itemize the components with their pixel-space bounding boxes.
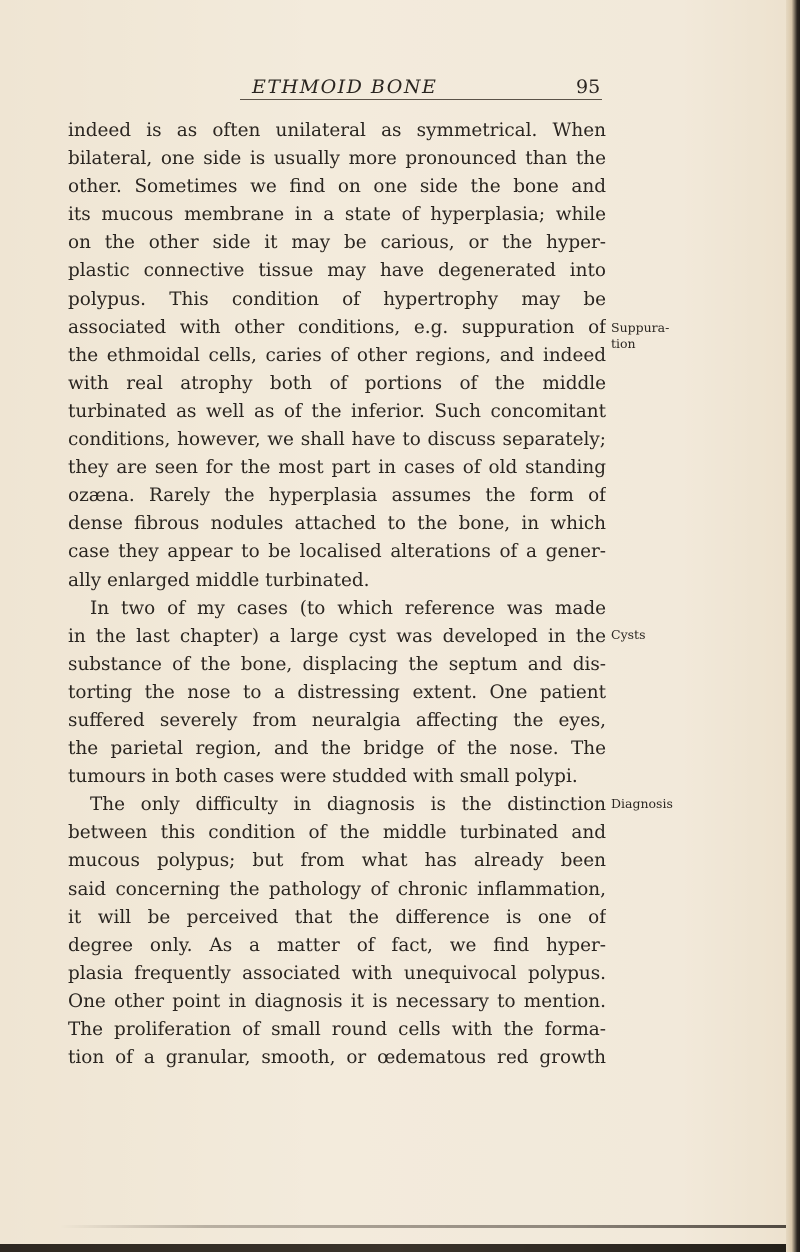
text-line: associated with other conditions, e.g. suppuration of — [68, 316, 606, 338]
text-line: torting the nose to a distressing extent. One patient — [68, 681, 606, 703]
text-line: tumours in both cases were studded with small polypi. — [68, 766, 578, 788]
margin-note-cysts: Cysts — [611, 627, 646, 642]
text-line: conditions, however, we shall have to discuss separately; — [68, 429, 606, 451]
text-line: dense fibrous nodules attached to the bone, in which — [68, 513, 606, 535]
margin-note-diagnosis: Diagnosis — [611, 796, 673, 811]
text-line: In two of my cases (to which reference was made — [90, 597, 606, 619]
text-line: its mucous membrane in a state of hyperplasia; while — [68, 204, 606, 226]
text-line: they are seen for the most part in cases of old standing — [68, 457, 606, 479]
text-line: with real atrophy both of portions of the middle — [68, 372, 606, 394]
bottom-edge — [0, 1244, 786, 1252]
page-number: 95 — [576, 76, 601, 98]
margin-note-suppuration: Suppura- — [611, 320, 670, 335]
text-line: between this condition of the middle turbinated and — [68, 822, 606, 844]
text-line: bilateral, one side is usually more pronounced than the — [68, 148, 606, 170]
text-line: the ethmoidal cells, caries of other regions, and indeed — [68, 344, 606, 366]
text-line: ozæna. Rarely the hyperplasia assumes the form of — [68, 485, 606, 507]
header-rule — [240, 99, 602, 100]
text-line: in the last chapter) a large cyst was developed in the — [68, 625, 606, 647]
running-head: ETHMOID BONE — [252, 76, 438, 98]
text-line: suffered severely from neuralgia affecting the eyes, — [68, 709, 606, 731]
text-line: degree only. As a matter of fact, we find hyper- — [68, 934, 606, 956]
bottom-shadow — [60, 1225, 788, 1228]
text-line: other. Sometimes we find on one side the bone and — [68, 176, 606, 198]
text-line: on the other side it may be carious, or the hyper- — [68, 232, 606, 254]
text-line: The proliferation of small round cells with the forma- — [68, 1019, 606, 1040]
margin-note-suppuration-cont: tion — [611, 336, 636, 351]
text-line: case they appear to be localised alterations of a gener- — [68, 541, 606, 563]
text-line: mucous polypus; but from what has already been — [68, 850, 606, 872]
text-line: the parietal region, and the bridge of the nose. The — [68, 738, 606, 760]
text-line: indeed is as often unilateral as symmetrical. When — [68, 120, 606, 141]
page-binding-edge — [786, 0, 800, 1252]
text-line: One other point in diagnosis it is necessary to mention. — [68, 990, 606, 1012]
text-line: turbinated as well as of the inferior. Such concomitant — [68, 400, 606, 422]
text-line: substance of the bone, displacing the septum and dis- — [68, 653, 606, 675]
body-text — [68, 117, 608, 1072]
text-line: tion of a granular, smooth, or œdematous red growth — [68, 1047, 606, 1069]
text-line: ally enlarged middle turbinated. — [68, 569, 370, 591]
text-line: The only difficulty in diagnosis is the distinction — [90, 794, 606, 816]
text-line: it will be perceived that the difference is one of — [68, 906, 606, 928]
text-line: plastic connective tissue may have degenerated into — [68, 260, 606, 282]
text-line: plasia frequently associated with unequivocal polypus. — [68, 962, 606, 984]
text-line: polypus. This condition of hypertrophy may be — [68, 288, 606, 310]
text-line: said concerning the pathology of chronic inflammation, — [68, 878, 606, 900]
